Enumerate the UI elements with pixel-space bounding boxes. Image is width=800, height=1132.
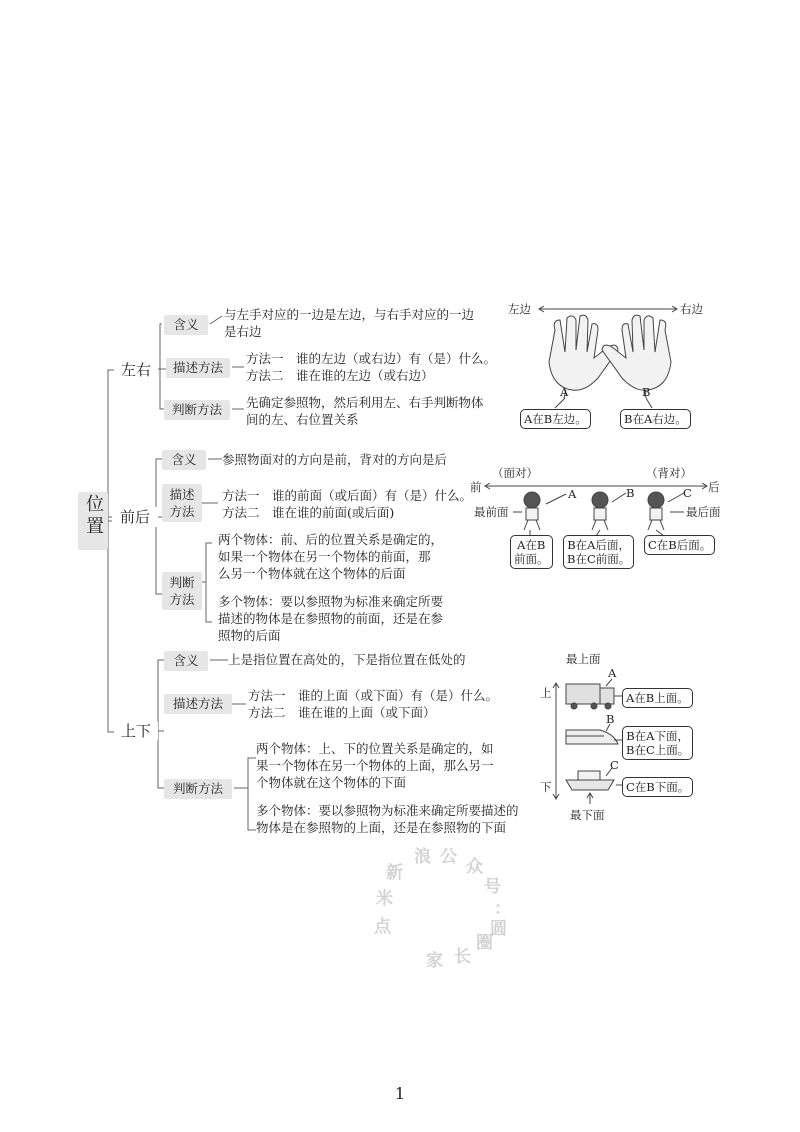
fig-box-b-below-a: B在A下面， B在C上面。 [622,726,693,760]
qianhou-meaning-label: 含义 [162,450,206,470]
fig-face-label: （面对） [492,466,538,480]
qianhou-meaning-text: 参照物面对的方向是前，背对的方向是后 [222,452,448,467]
qianhou-method-1: 方法一 谁的前面（或后面）有（是）什么。 [222,488,473,503]
fig-box-b-right-of-a: B在A右边。 [620,409,691,429]
watermark-char: 浪 [414,847,431,867]
qianhou-judge-two-2: 如果一个物体在另一个物体的前面，那 [218,549,431,564]
qianhou-judge-label: 判断 方法 [162,572,202,610]
fig-kid-b: B [626,486,635,500]
watermark-char: 长 [454,947,471,967]
fig-truck-a: A [608,666,617,680]
qianhou-judge-many-3: 照物的后面 [218,628,281,643]
watermark-char: 家 [426,951,443,971]
fig-right-label: 右边 [680,302,703,316]
fig-rear-label: 后 [708,480,720,494]
shangxia-judge-label: 判断方法 [164,779,232,799]
shangxia-judge-many-2: 物体是在参照物的上面，还是在参照物的下面 [256,820,507,835]
zuoyou-method-2: 方法二 谁在谁的左边（或右边） [246,368,434,383]
fig-left-label: 左边 [508,302,531,316]
fig-box-b-behind-a: B在A后面， B在C前面。 [563,535,634,569]
qianhou-judge-two-3: 么另一个物体就在这个物体的后面 [218,566,406,581]
root-node [78,492,108,550]
shangxia-method-label: 描述方法 [164,694,232,714]
zuoyou-judge-1: 先确定参照物，然后利用左、右手判断物体 [246,395,484,410]
root-label: 位置 [83,494,104,538]
watermark-char: 圈 [476,933,493,953]
watermark-char: 圆 [490,919,507,939]
shangxia-judge-many-1: 多个物体：要以参照物为标准来确定所要描述的 [256,803,519,818]
watermark-char: 号 [484,877,501,897]
watermark-char: 米 [376,889,393,909]
zuoyou-meaning-label: 含义 [164,315,208,335]
watermark-char: 公 [440,847,457,867]
qianhou-method-2: 方法二 谁在谁的前面(或后面) [222,505,395,520]
qianhou-method-label: 描述 方法 [162,484,202,522]
shangxia-judge-two-3: 个物体就在这个物体的下面 [256,775,407,790]
fig-hand-a: A [560,385,569,399]
watermark-char: 新 [386,863,403,883]
zuoyou-method-label: 描述方法 [166,358,230,378]
fig-box-a-left-of-b: A在B左边。 [520,409,591,429]
qianhou-judge-many-1: 多个物体：要以参照物为标准来确定所要 [218,594,444,609]
fig-rearmost-label: 最后面 [686,505,721,519]
fig-ship-c: C [610,758,619,772]
zuoyou-method-1: 方法一 谁的左边（或右边）有（是）什么。 [246,351,497,366]
fig-kid-a: A [568,487,577,501]
fig-bottom-label: 最下面 [570,808,605,822]
shangxia-method-2: 方法二 谁在谁的上面（或下面） [248,705,436,720]
fig-back-label: （背对） [646,466,692,480]
fig-front-label: 前 [470,480,482,494]
zuoyou-meaning-text-1: 与左手对应的一边是左边，与右手对应的一边 [224,307,475,322]
fig-kid-c: C [683,486,692,500]
watermark-char: 众 [466,857,483,877]
shangxia-meaning-label: 含义 [164,651,208,671]
zuoyou-meaning-text-2: 是右边 [224,324,262,339]
shangxia-judge-two-2: 果一个物体在另一个物体的上面，那么另一 [256,758,494,773]
fig-down-label: 下 [540,780,552,794]
zuoyou-judge-2: 间的左、右位置关系 [246,412,359,427]
watermark-char: 点 [374,917,391,937]
shangxia-method-1: 方法一 谁的上面（或下面）有（是）什么。 [248,688,499,703]
fig-up-label: 上 [540,686,552,700]
shangxia-meaning-text: 上是指位置在高处的，下是指位置在低处的 [228,652,466,667]
fig-box-a-above-b: A在B上面。 [622,688,693,708]
watermark-char: ： [494,899,511,919]
zuoyou-title: 左右 [114,360,158,380]
fig-box-c-below-b: C在B下面。 [622,777,693,797]
fig-box-c-behind-b: C在B后面。 [644,535,715,555]
page-number: 1 [394,1084,406,1103]
fig-frontmost-label: 最前面 [474,505,509,519]
shangxia-title: 上下 [114,721,158,741]
fig-hand-b: B [642,385,651,399]
qianhou-judge-many-2: 描述的物体是在参照物的前面，还是在参 [218,611,444,626]
fig-box-a-front: A在B 前面。 [510,535,553,569]
fig-train-b: B [606,712,615,726]
zuoyou-judge-label: 判断方法 [164,400,230,420]
qianhou-judge-two-1: 两个物体：前、后的位置关系是确定的， [218,532,444,547]
shangxia-judge-two-1: 两个物体：上、下的位置关系是确定的，如 [256,741,494,756]
qianhou-title: 前后 [112,507,158,527]
fig-top-label: 最上面 [566,652,601,666]
